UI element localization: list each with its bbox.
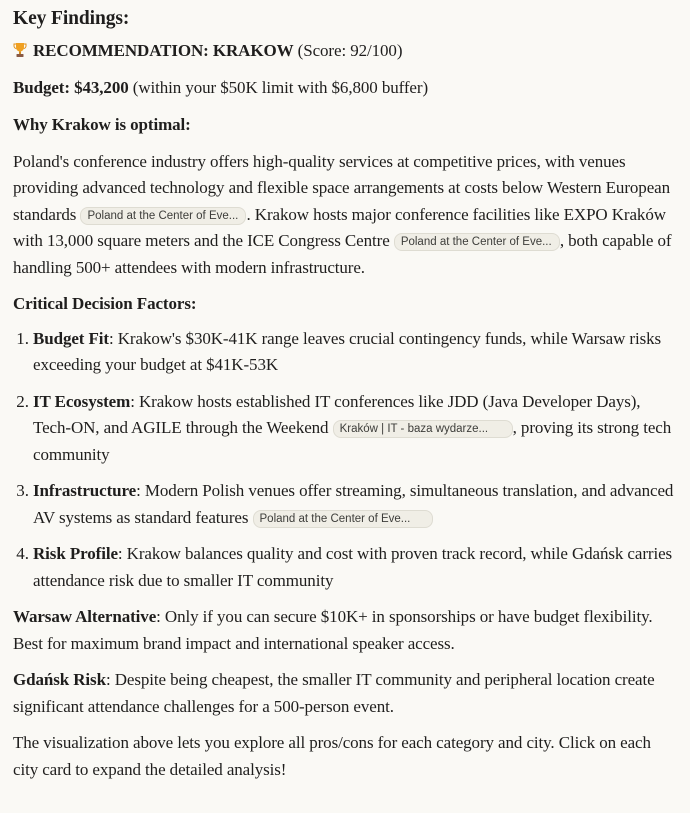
factor-text: : Krakow hosts established IT conferences like JDD (Java Developer Days), Tech-ON, and AGILE through the Weekend <box>33 391 641 437</box>
critical-factors-list <box>13 326 680 595</box>
warsaw-text: : Only if you can secure $10K+ in sponsorships or have budget flexibility. Best for maximum brand impact and international speaker access. <box>13 607 653 653</box>
factor-title: Budget Fit <box>33 328 109 348</box>
recommendation-line <box>13 38 680 65</box>
closing-note: The visualization above lets you explore all pros/cons for each category and city. Click on each city card to expand the detailed analysis! <box>13 733 651 779</box>
warsaw-alternative <box>13 604 680 657</box>
factor-text-after: , proving its strong tech community <box>33 418 672 464</box>
citation-chip[interactable]: Kraków | IT - baza wydarze... <box>333 420 513 438</box>
factor-text: : Krakow's $30K-41K range leaves crucial contingency funds, while Warsaw risks exceeding your budget at $41K-53K <box>33 328 662 374</box>
recommendation-label: RECOMMENDATION: KRAKOW <box>33 41 294 60</box>
gdansk-risk <box>13 667 680 720</box>
why-text-1: Poland's conference industry offers high-quality services at competitive prices, with venues providing advanced technology and flexible space arrangements at costs below Western European standards <box>13 151 670 224</box>
gdansk-title: Gdańsk Risk <box>13 670 106 689</box>
why-heading: Why Krakow is optimal: <box>13 115 191 134</box>
trophy-icon <box>13 42 27 58</box>
warsaw-title: Warsaw Alternative <box>13 607 157 626</box>
factor-title: Risk Profile <box>33 544 118 563</box>
factor-item <box>33 478 680 531</box>
why-text-3: , both capable of handling 500+ attendees with modern infrastructure. <box>13 231 672 277</box>
citation-chip[interactable]: Poland at the Center of Eve... <box>80 207 246 225</box>
critical-factors-heading: Critical Decision Factors: <box>13 294 197 313</box>
citation-chip[interactable]: Poland at the Center of Eve... <box>253 510 433 528</box>
budget-line <box>13 75 680 102</box>
factor-item <box>33 326 680 379</box>
recommendation-score: (Score: 92/100) <box>297 41 403 60</box>
factor-item <box>33 541 680 594</box>
why-text-2: . Krakow hosts major conference facilities like EXPO Kraków with 13,000 square meters and the ICE Congress Centre <box>13 204 666 250</box>
factor-title: Infrastructure <box>33 481 137 500</box>
budget-label: Budget: $43,200 <box>13 77 129 97</box>
citation-chip[interactable]: Poland at the Center of Eve... <box>394 233 560 251</box>
factor-title: IT Ecosystem <box>33 391 131 411</box>
budget-detail: (within your $50K limit with $6,800 buffer) <box>132 77 428 97</box>
gdansk-text: : Despite being cheapest, the smaller IT community and peripheral location create significant attendance challenges for a 500-person event. <box>13 670 655 716</box>
why-paragraph <box>13 149 680 282</box>
key-findings-heading: Key Findings: <box>13 8 130 29</box>
factor-item <box>33 389 680 469</box>
factor-text: : Krakow balances quality and cost with proven track record, while Gdańsk carries attendance risk due to smaller IT community <box>33 544 673 590</box>
factor-text: : Modern Polish venues offer streaming, simultaneous translation, and advanced AV systems as standard features <box>33 481 674 527</box>
